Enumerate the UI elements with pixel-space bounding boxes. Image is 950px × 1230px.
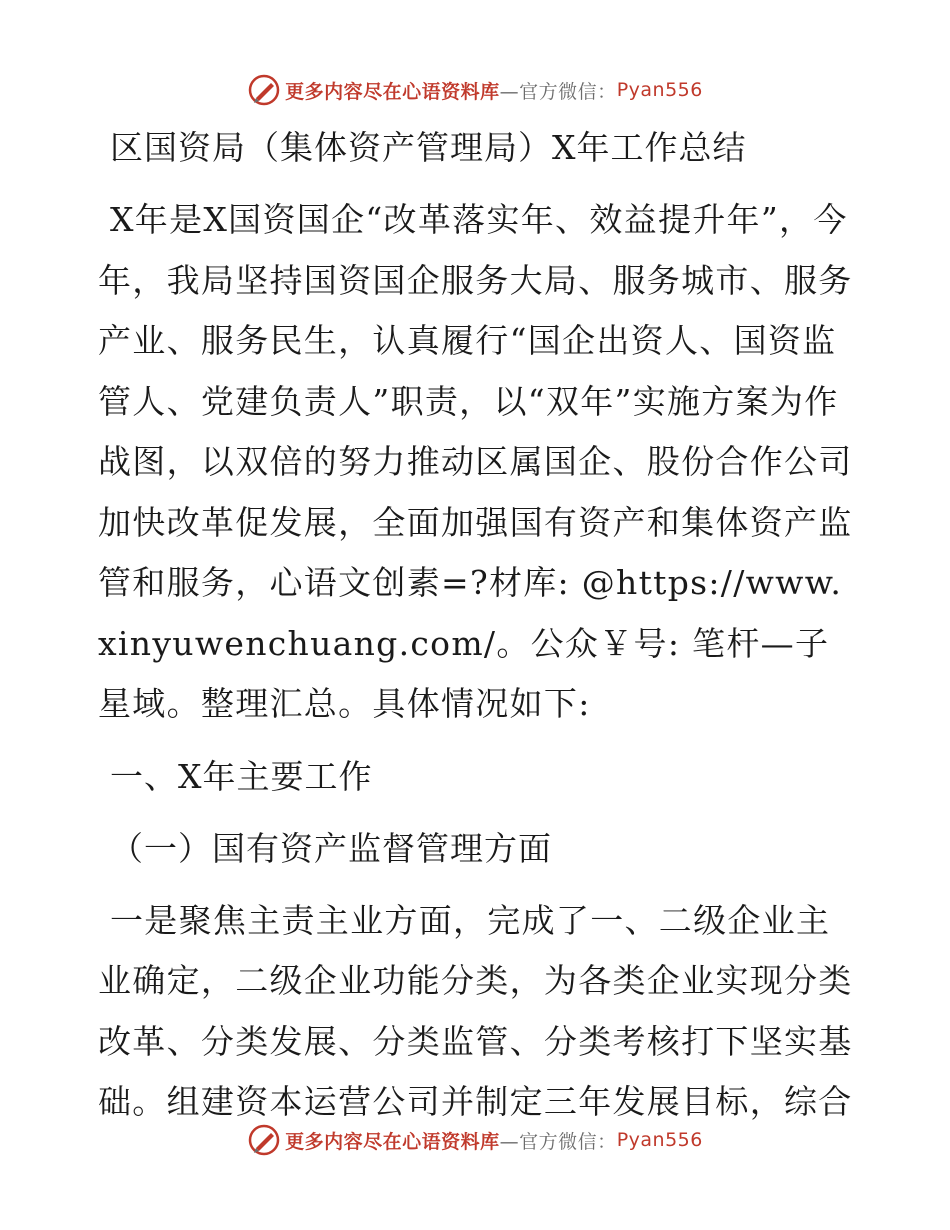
pen-logo-icon — [247, 1123, 281, 1157]
banner-red-text: 更多内容尽在心语资料库 — [285, 80, 500, 103]
document-body — [98, 124, 858, 1133]
intro-paragraph: X年是X国资国企“改革落实年、效益提升年”，今年，我局坚持国资国企服务大局、服务城市、服务产业、服务民生，认真履行“国企出资人、国资监管人、党建负责人”职责，以“双年”实施方案为作战图，以双倍的努力推动区属国企、股份合作公司加快改革促发展，全面加强国有资产和集体资产监管和服务，心语文创素=?材库: @https://www.xinyuwenchuang.com/。公众￥号: 笔杆—子星域。整理汇总。具体情况如下: — [98, 200, 853, 723]
pen-logo-icon — [247, 73, 281, 107]
banner-dash-text: —官方微信： — [499, 80, 617, 103]
banner-wechat-id: Pyan556 — [616, 79, 703, 101]
document-title: 区国资局（集体资产管理局）X年工作总结 — [110, 128, 747, 167]
banner-dash-text: —官方微信： — [499, 1130, 617, 1153]
section-heading: 一、X年主要工作 — [110, 756, 373, 796]
footer-banner — [0, 1120, 950, 1160]
banner-red-text: 更多内容尽在心语资料库 — [285, 1130, 500, 1153]
header-banner — [0, 70, 950, 110]
body-paragraph: 一是聚焦主责主业方面，完成了一、二级企业主业确定，二级企业功能分类，为各类企业实现分类改革、分类发展、分类监管、分类考核打下坚实基础。组建资本运营公司并制定三年发展目标，综合 — [98, 900, 853, 1121]
subsection-heading: （一）国有资产监督管理方面 — [110, 828, 552, 868]
banner-wechat-id: Pyan556 — [616, 1129, 703, 1151]
